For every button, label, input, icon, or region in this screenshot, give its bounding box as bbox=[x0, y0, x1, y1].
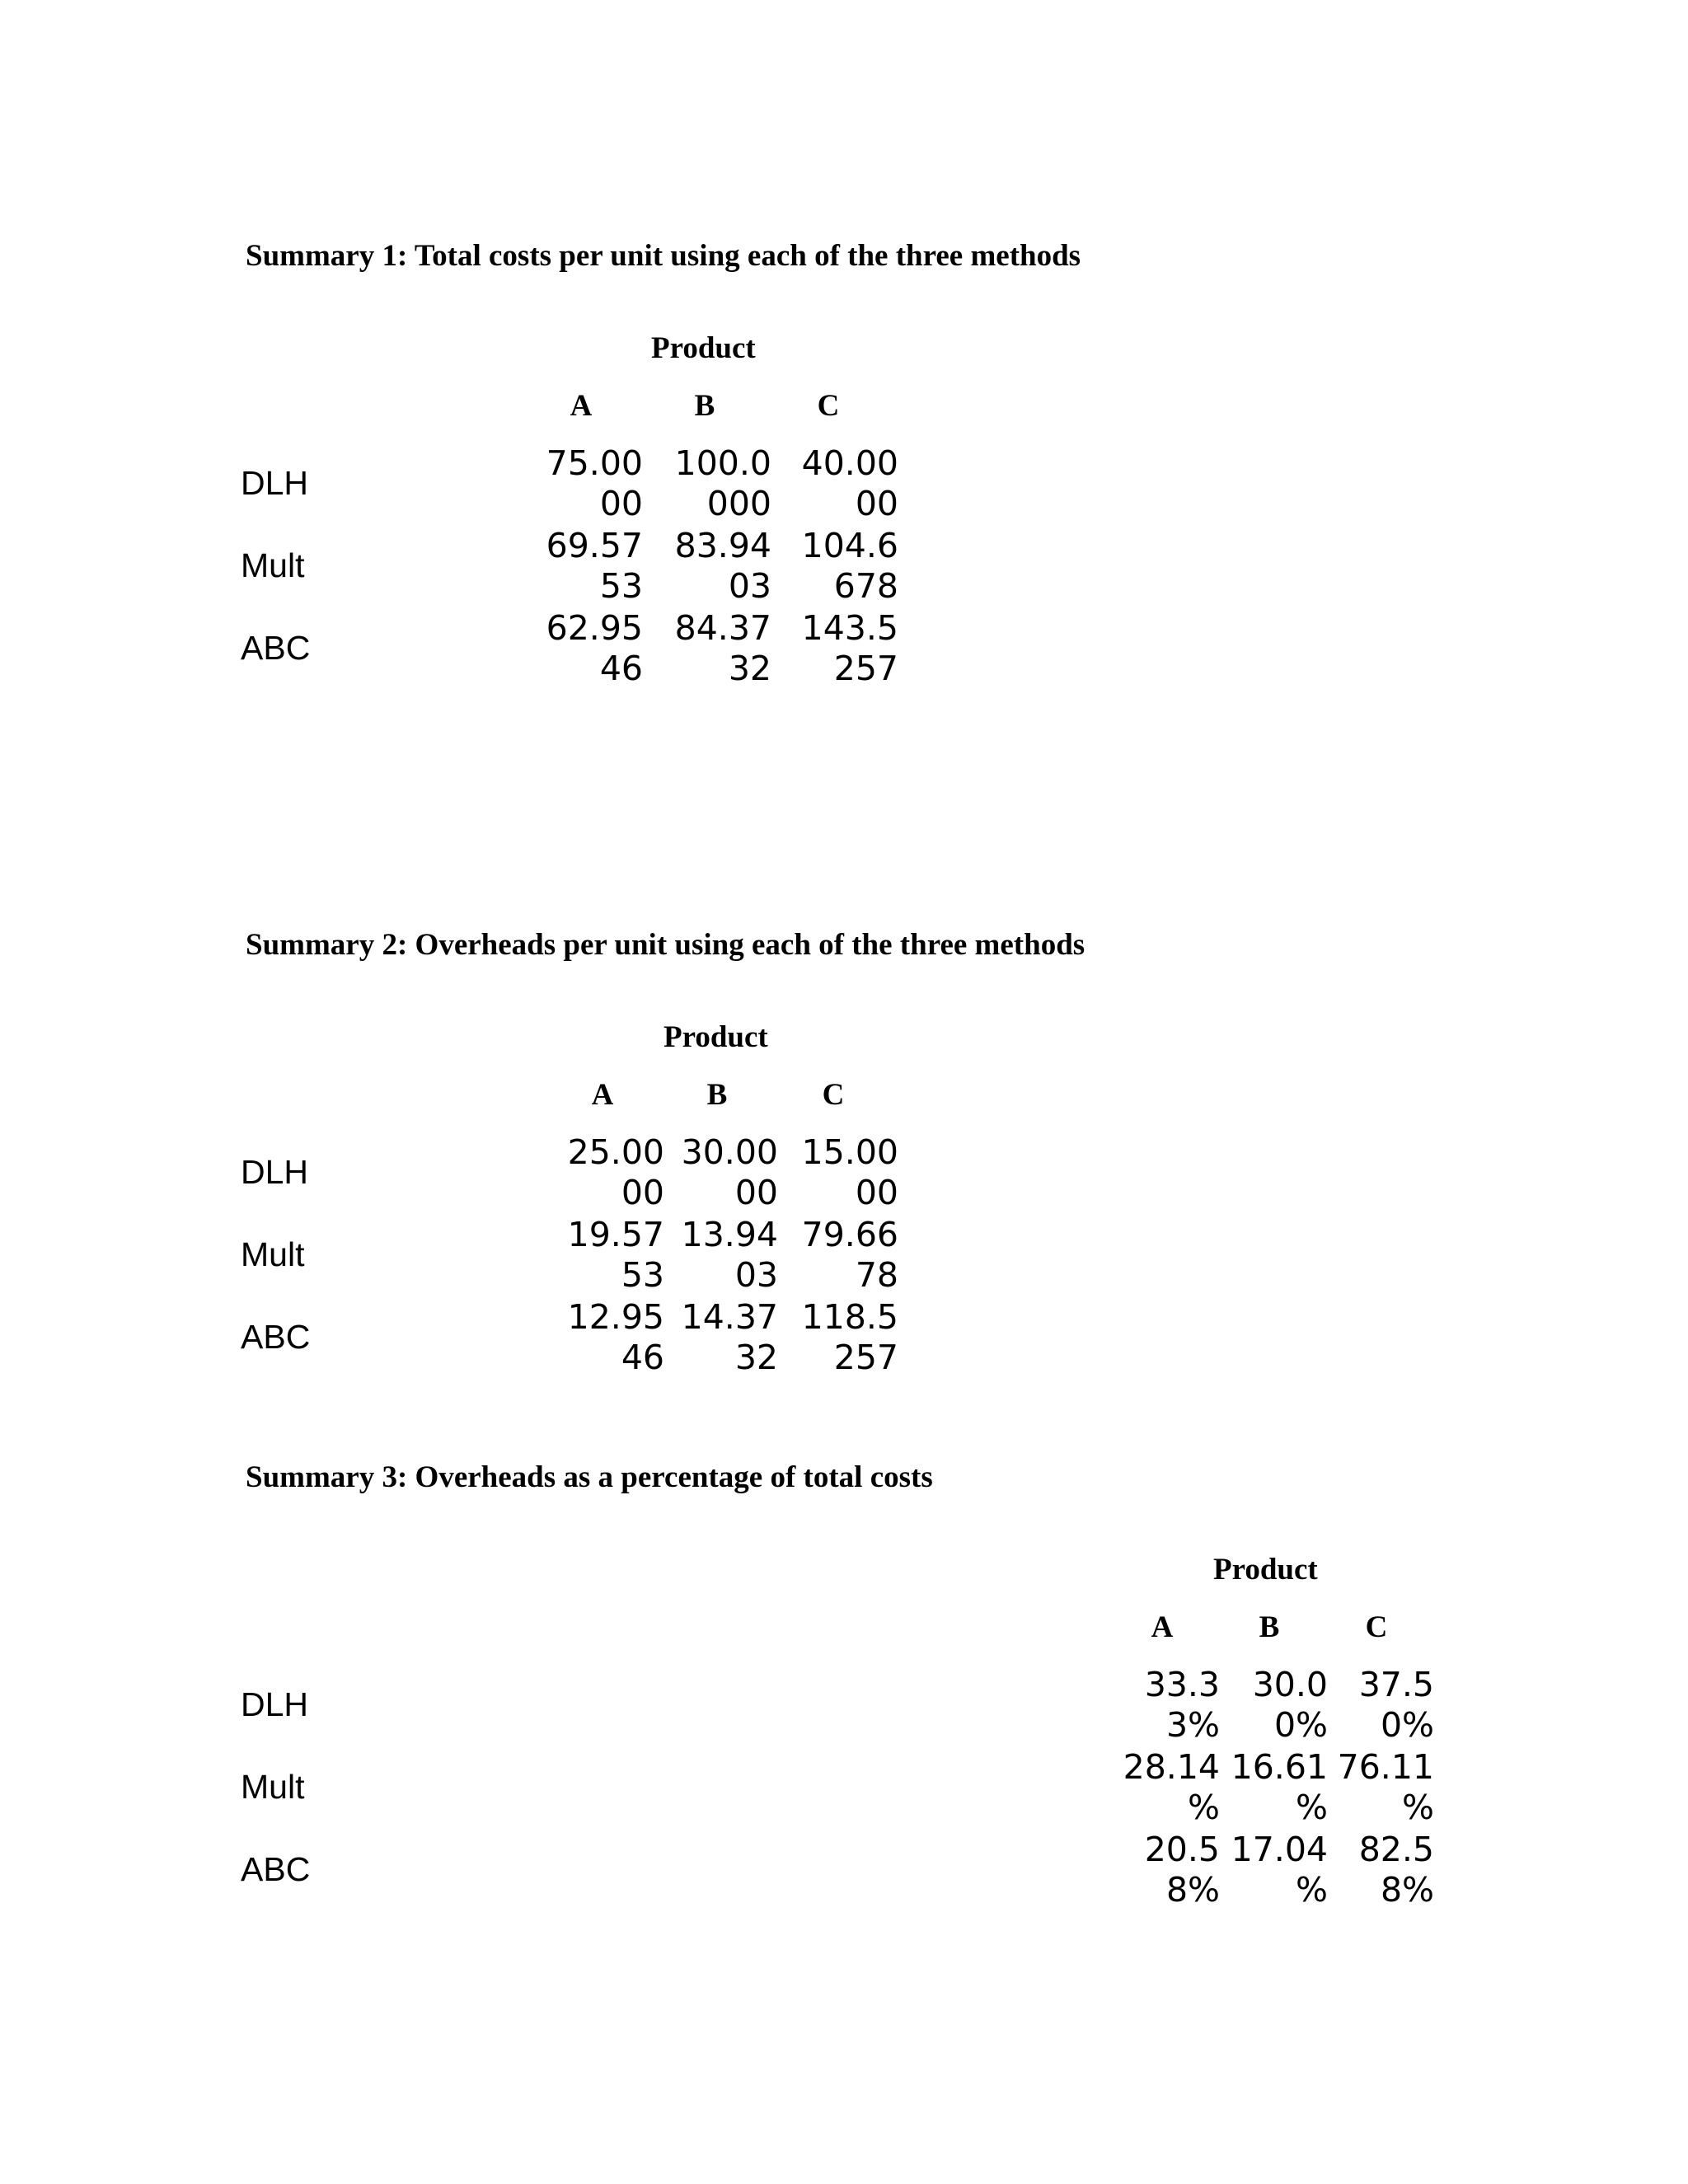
summary-1-cell: 100.0 000 bbox=[674, 443, 771, 523]
summary-1-cell: 62.95 46 bbox=[546, 608, 643, 688]
summary-2-cell: 79.66 78 bbox=[801, 1215, 898, 1295]
summary-2-col-c: C bbox=[822, 1078, 845, 1112]
summary-3-cell: 20.5 8% bbox=[1144, 1830, 1220, 1910]
summary-1-cell: 104.6 678 bbox=[801, 526, 898, 606]
summary-2-row-label-mult: Mult bbox=[241, 1235, 305, 1273]
summary-3-cell: 37.5 0% bbox=[1358, 1665, 1434, 1745]
summary-3-row-label-abc: ABC bbox=[241, 1850, 311, 1888]
summary-2-cell: 14.37 32 bbox=[681, 1297, 778, 1377]
summary-1-cell: 83.94 03 bbox=[674, 526, 771, 606]
summary-2-cell: 12.95 46 bbox=[567, 1297, 664, 1377]
summary-1-col-c: C bbox=[817, 389, 840, 423]
summary-1-cell: 75.00 00 bbox=[546, 443, 643, 523]
summary-3-cell: 28.14 % bbox=[1123, 1747, 1220, 1827]
summary-3-title: Summary 3: Overheads as a percentage of total costs bbox=[246, 1460, 933, 1494]
summary-1-row-label-abc: ABC bbox=[241, 629, 311, 667]
summary-2-cell: 15.00 00 bbox=[801, 1132, 898, 1212]
summary-3-col-b: B bbox=[1259, 1610, 1280, 1644]
summary-2-col-a: A bbox=[591, 1078, 614, 1112]
summary-1-title: Summary 1: Total costs per unit using each of the three methods bbox=[246, 239, 1081, 273]
summary-2-row-label-dlh: DLH bbox=[241, 1153, 309, 1191]
summary-1-product-label: Product bbox=[651, 331, 756, 365]
summary-3-row-label-dlh: DLH bbox=[241, 1685, 309, 1723]
summary-3-cell: 30.0 0% bbox=[1252, 1665, 1328, 1745]
summary-1-col-b: B bbox=[694, 389, 715, 423]
summary-2-cell: 13.94 03 bbox=[681, 1215, 778, 1295]
summary-2-cell: 118.5 257 bbox=[801, 1297, 898, 1377]
summary-2-cell: 30.00 00 bbox=[681, 1132, 778, 1212]
summary-3-col-a: A bbox=[1151, 1610, 1174, 1644]
summary-3-cell: 17.04 % bbox=[1231, 1830, 1328, 1910]
summary-3-cell: 33.3 3% bbox=[1144, 1665, 1220, 1745]
summary-3-cell: 16.61 % bbox=[1231, 1747, 1328, 1827]
summary-1-cell: 143.5 257 bbox=[801, 608, 898, 688]
summary-2-title: Summary 2: Overheads per unit using each of the three methods bbox=[246, 928, 1085, 962]
summary-1-cell: 69.57 53 bbox=[546, 526, 643, 606]
summary-2-product-label: Product bbox=[663, 1020, 768, 1054]
summary-1-cell: 84.37 32 bbox=[674, 608, 771, 688]
summary-1-row-label-mult: Mult bbox=[241, 546, 305, 584]
summary-2-cell: 19.57 53 bbox=[567, 1215, 664, 1295]
summary-3-product-label: Product bbox=[1213, 1553, 1318, 1586]
summary-1-col-a: A bbox=[570, 389, 593, 423]
summary-2-col-b: B bbox=[706, 1078, 728, 1112]
summary-3-cell: 76.11 % bbox=[1337, 1747, 1434, 1827]
summary-2-cell: 25.00 00 bbox=[567, 1132, 664, 1212]
summary-2-row-label-abc: ABC bbox=[241, 1318, 311, 1356]
summary-3-row-label-mult: Mult bbox=[241, 1768, 305, 1806]
summary-3-col-c: C bbox=[1365, 1610, 1388, 1644]
summary-3-cell: 82.5 8% bbox=[1358, 1830, 1434, 1910]
summary-1-row-label-dlh: DLH bbox=[241, 464, 309, 502]
summary-1-cell: 40.00 00 bbox=[801, 443, 898, 523]
